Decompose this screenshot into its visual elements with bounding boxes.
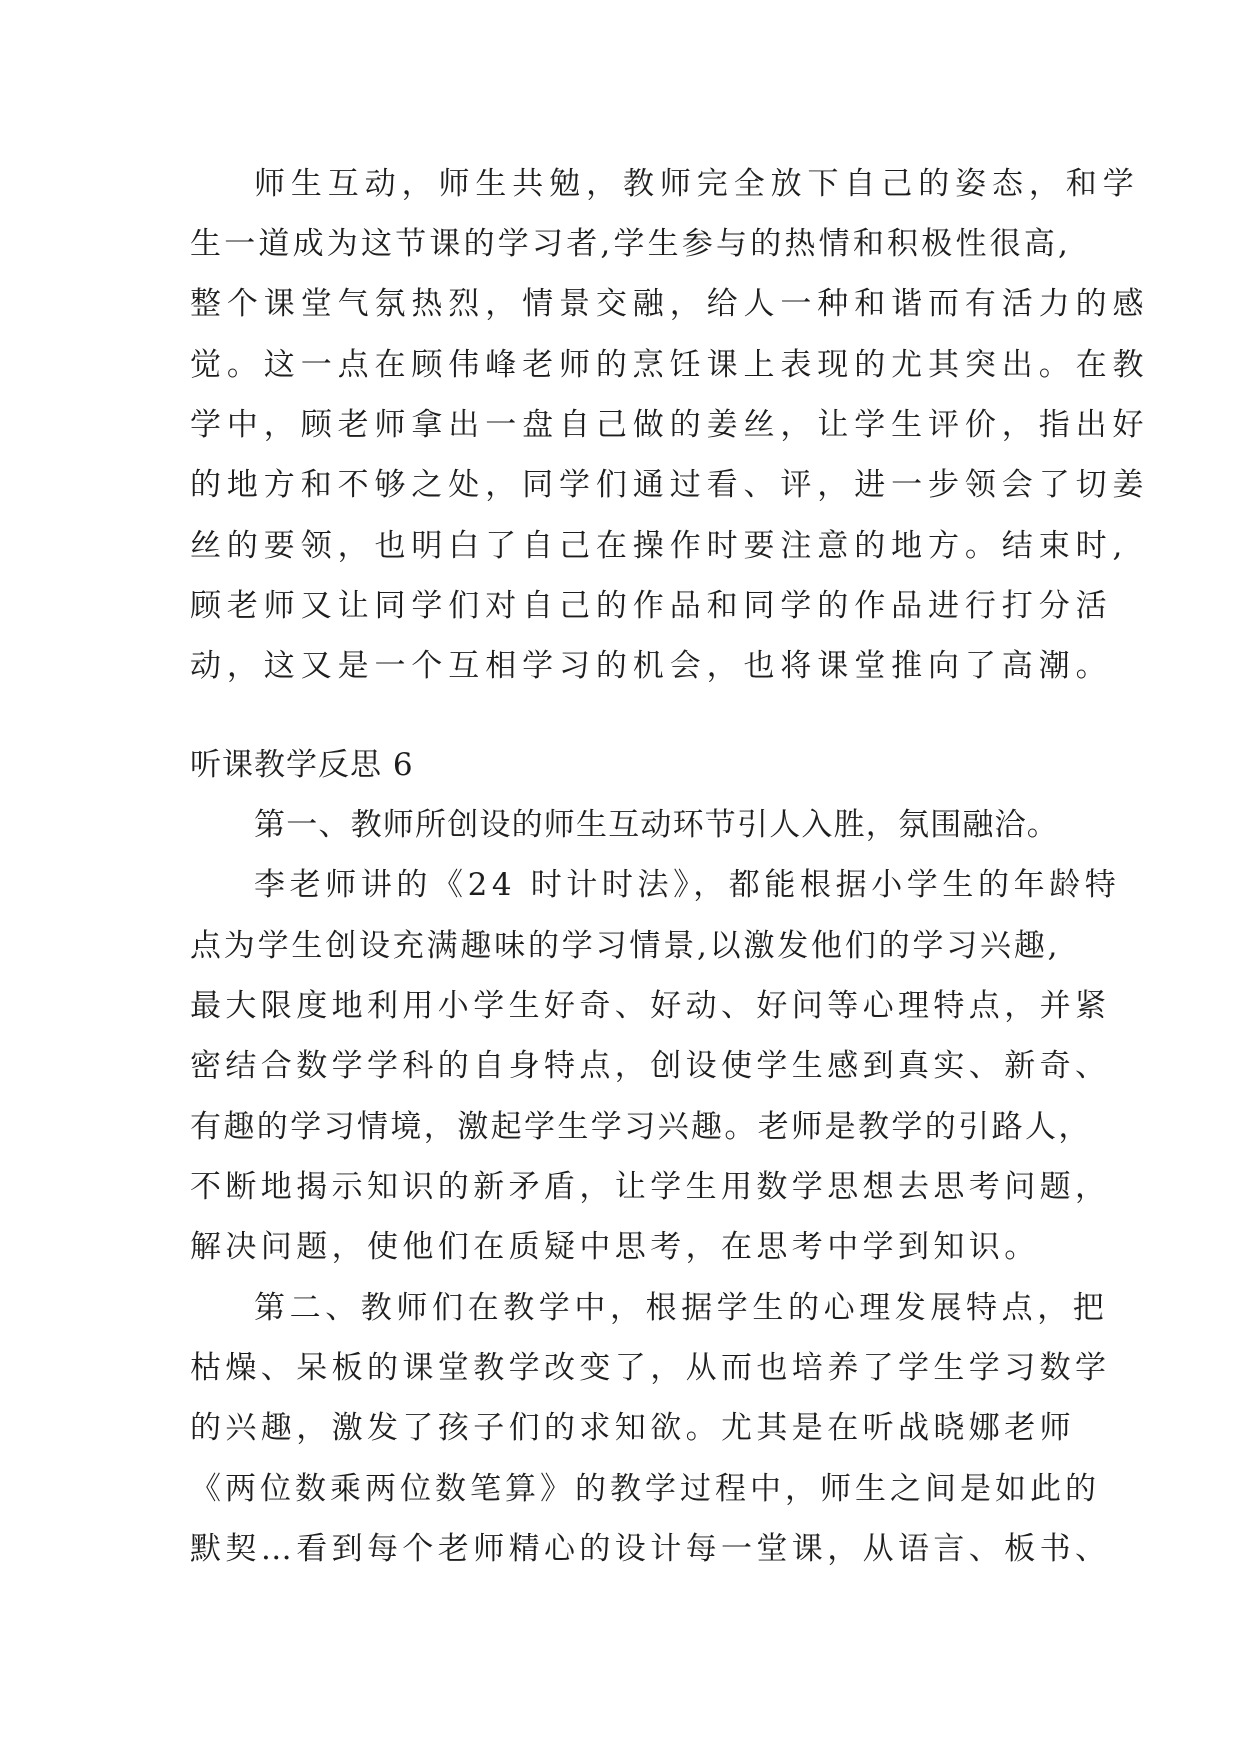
paragraph-3-line-2: 点为学生创设充满趣味的学习情景,以激发他们的学习兴趣, <box>190 928 1061 964</box>
paragraph-3-line-7: 解决问题，使他们在质疑中思考，在思考中学到知识。 <box>190 1229 1040 1265</box>
paragraph-1-line-4: 觉。这一点在顾伟峰老师的烹饪课上表现的尤其突出。在教 <box>190 347 1150 383</box>
paragraph-4-line-3: 的兴趣，激发了孩子们的求知欲。尤其是在听战晓娜老师 <box>190 1410 1075 1446</box>
paragraph-1-line-9: 动，这又是一个互相学习的机会，也将课堂推向了高潮。 <box>190 648 1113 684</box>
paragraph-3-line-5: 有趣的学习情境，激起学生学习兴趣。老师是教学的引路人， <box>190 1109 1092 1145</box>
paragraph-4-line-1: 第二、教师们在教学中，根据学生的心理发展特点，把 <box>254 1290 1109 1326</box>
paragraph-1-line-5: 学中，顾老师拿出一盘自己做的姜丝，让学生评价，指出好 <box>190 407 1150 443</box>
section-heading: 听课教学反思 6 <box>190 747 414 783</box>
paragraph-1-line-6: 的地方和不够之处，同学们通过看、评，进一步领会了切姜 <box>190 467 1150 503</box>
paragraph-1-line-1: 师生互动，师生共勉，教师完全放下自己的姿态，和学 <box>254 166 1140 202</box>
paragraph-3-line-4: 密结合数学学科的自身特点，创设使学生感到真实、新奇、 <box>190 1048 1111 1084</box>
paragraph-1-line-3: 整个课堂气氛热烈，情景交融，给人一种和谐而有活力的感 <box>190 286 1150 322</box>
paragraph-2-line-1: 第一、教师所创设的师生互动环节引人入胜，氛围融洽。 <box>254 807 1059 843</box>
paragraph-4-line-2: 枯燥、呆板的课堂教学改变了，从而也培养了学生学习数学 <box>190 1350 1111 1386</box>
paragraph-1-line-7: 丝的要领，也明白了自己在操作时要注意的地方。结束时, <box>190 528 1129 564</box>
paragraph-4-line-5: 默契…看到每个老师精心的设计每一堂课，从语言、板书、 <box>190 1531 1111 1567</box>
paragraph-3-line-1: 李老师讲的《24 时计时法》，都能根据小学生的年龄特 <box>254 867 1121 903</box>
paragraph-1-line-8: 顾老师又让同学们对自己的作品和同学的作品进行打分活 <box>190 588 1113 624</box>
paragraph-4-line-4: 《两位数乘两位数笔算》的教学过程中，师生之间是如此的 <box>190 1471 1100 1507</box>
paragraph-3-line-3: 最大限度地利用小学生好奇、好动、好问等心理特点，并紧 <box>190 988 1111 1024</box>
paragraph-3-line-6: 不断地揭示知识的新矛盾，让学生用数学思想去思考问题， <box>190 1169 1111 1205</box>
paragraph-1-line-2: 生一道成为这节课的学习者,学生参与的热情和积极性很高, <box>190 226 1072 262</box>
